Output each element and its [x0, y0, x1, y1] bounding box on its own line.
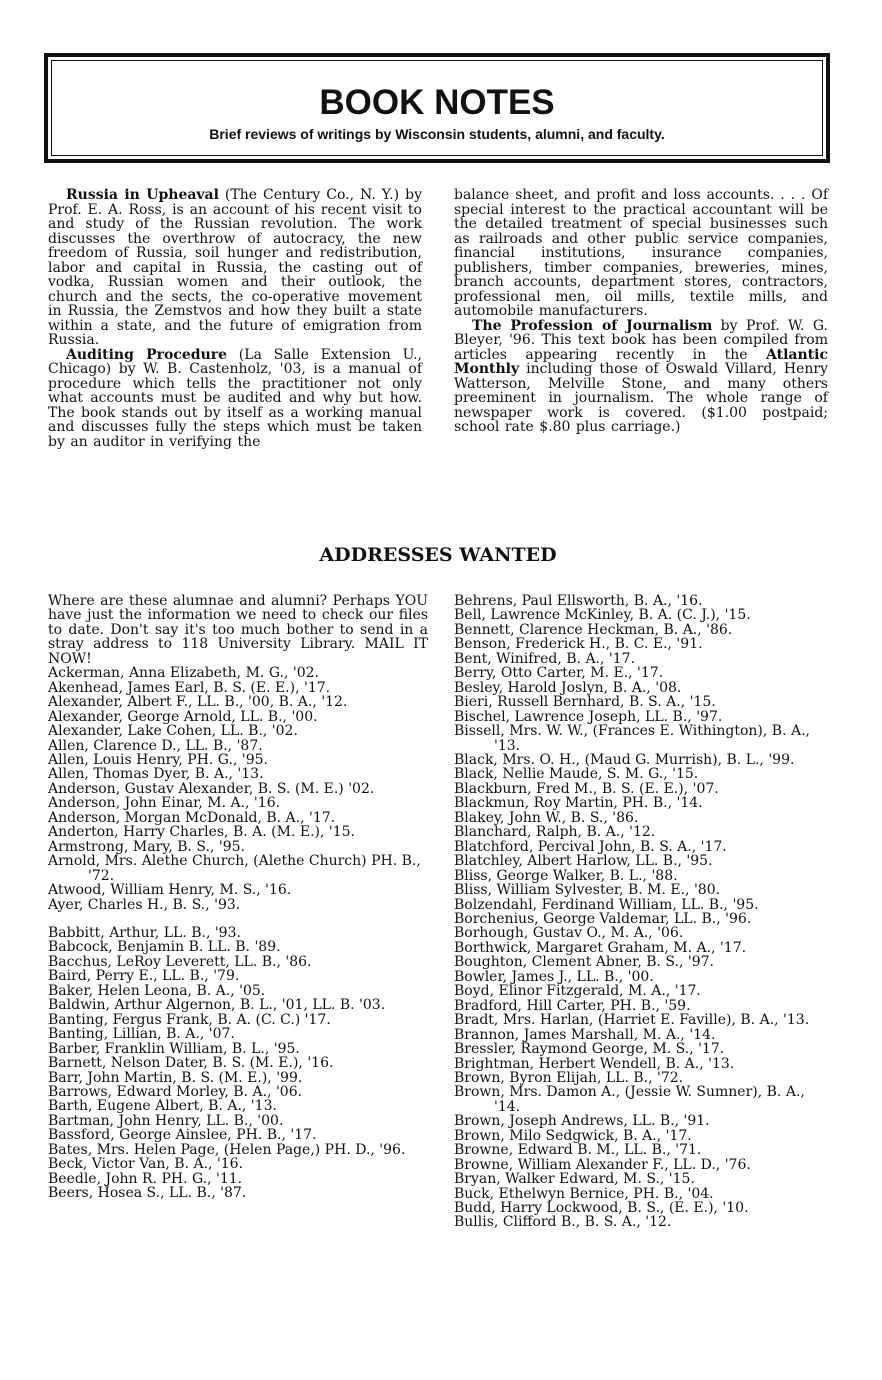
list-item: Alexander, Lake Cohen, LL. B., '02.	[48, 723, 298, 740]
list-item: Atwood, William Henry, M. S., '16.	[48, 882, 292, 899]
list-item: Bradford, Hill Carter, PH. B., '59.	[454, 997, 691, 1014]
list-item: Blackburn, Fred M., B. S. (E. E.), '07.	[454, 780, 719, 797]
list-item: Blackmun, Roy Martin, PH. B., '14.	[454, 795, 703, 812]
list-item: Beers, Hosea S., LL. B., '87.	[48, 1185, 247, 1202]
list-item: Blatchley, Albert Harlow, LL. B., '95.	[454, 853, 713, 870]
list-item: Babbitt, Arthur, LL. B., '93.	[48, 924, 241, 941]
list-item: Bullis, Clifford B., B. S. A., '12.	[454, 1214, 672, 1231]
list-item: Banting, Fergus Frank, B. A. (C. C.) '17.	[48, 1011, 331, 1028]
list-item: Bressler, Raymond George, M. S., '17.	[454, 1041, 725, 1058]
addresses-title: ADDRESSES WANTED	[319, 544, 557, 566]
list-item: Bolzendahl, Ferdinand William, LL. B., '95.	[454, 896, 759, 913]
list-item: Behrens, Paul Ellsworth, B. A., '16.	[454, 593, 703, 609]
list-item: Black, Nellie Maude, S. M. G., '15.	[454, 766, 699, 783]
list-item: Brannon, James Marshall, M. A., '14.	[454, 1026, 716, 1043]
list-item: Bates, Mrs. Helen Page, (Helen Page,) PH. D., '96.	[48, 1141, 406, 1158]
list-item: Benson, Frederick H., B. C. E., '91.	[454, 636, 703, 653]
list-item: Akenhead, James Earl, B. S. (E. E.), '17.	[48, 679, 331, 696]
list-item: Anderson, Morgan McDonald, B. A., '17.	[48, 809, 336, 826]
list-item: Alexander, George Arnold, LL. B., '00.	[48, 708, 318, 725]
book-note-journalism: The Profession of Journalism by Prof. W. G. Bleyer, '96. This text book has been compiled from articles appearing recently in the Atlantic Monthly including those of Oswald Villard, Henry Watterson, Melville Stone, and many others preeminent in journalism. The whole range of newspaper work is covered. ($1.00 postpaid; school rate $.80 plus carriage.)	[454, 317, 829, 435]
list-item: Budd, Harry Lockwood, B. S., (E. E.), '10.	[454, 1200, 749, 1217]
list-item: Borthwick, Margaret Graham, M. A., '17.	[454, 939, 747, 956]
list-item: Blakey, John W., B. S., '86.	[454, 809, 639, 826]
list-item: Arnold, Mrs. Alethe Church, (Alethe Church) PH. B., '72.	[48, 853, 421, 884]
book-notes-left-column	[48, 188, 422, 449]
book-note-auditing-continued: balance sheet, and profit and loss accounts. . . . Of special interest to the practical accountant will be the detailed treatment of special businesses such as railroads and other public service companies, financial institutions, insurance companies, publishers, timber companies, breweries, mines, branch accounts, department stores, contractors, professional men, oil mills, textile mills, and automobile manufacturers.	[454, 187, 828, 319]
address-entries-left	[48, 666, 428, 1200]
book-title: Russia in Upheaval	[66, 187, 219, 203]
list-item: Ayer, Charles H., B. S., '93.	[48, 896, 241, 913]
list-item: Allen, Thomas Dyer, B. A., '13.	[48, 766, 264, 783]
list-item: Bell, Lawrence McKinley, B. A. (C. J.), '15.	[454, 607, 751, 624]
list-item: Anderson, John Einar, M. A., '16.	[48, 795, 281, 812]
list-item: Anderton, Harry Charles, B. A. (M. E.), '15.	[48, 824, 355, 841]
list-item: Boughton, Clement Abner, B. S., '97.	[454, 954, 714, 971]
list-item: Barnett, Nelson Dater, B. S. (M. E.), '16.	[48, 1055, 334, 1072]
list-item: Barber, Franklin William, B. L., '95.	[48, 1040, 300, 1057]
list-item: Bieri, Russell Bernhard, B. S. A., '15.	[454, 694, 716, 711]
list-item: Alexander, Albert F., LL. B., '00, B. A., '12.	[48, 694, 348, 711]
list-item: Bliss, George Walker, B. L., '88.	[454, 867, 678, 884]
list-item: Baker, Helen Leona, B. A., '05.	[48, 982, 266, 999]
list-item: Bartman, John Henry, LL. B., '00.	[48, 1112, 284, 1129]
list-item: Brown, Byron Elijah, LL. B., '72.	[454, 1069, 684, 1086]
addresses-intro: Where are these alumnae and alumni? Perhaps YOU have just the information we need to check our files to date. Don't say it's too much bother to send in a stray address to 118 University Library. MAIL IT NOW!	[48, 593, 428, 667]
book-notes-right-column	[454, 188, 828, 435]
list-item: Boyd, Elinor Fitzgerald, M. A., '17.	[454, 983, 701, 1000]
list-item: Beedle, John R. PH. G., '11.	[48, 1170, 243, 1187]
list-item: Brown, Mrs. Damon A., (Jessie W. Sumner), B. A., '14.	[454, 1084, 805, 1115]
list-item: Beck, Victor Van, B. A., '16.	[48, 1156, 244, 1173]
list-item: Armstrong, Mary, B. S., '95.	[48, 838, 245, 855]
list-item: Bryan, Walker Edward, M. S., '15.	[454, 1171, 695, 1188]
list-item: Bissell, Mrs. W. W., (Frances E. Withington), B. A., '13.	[454, 723, 810, 754]
list-item: Baird, Perry E., LL. B., '79.	[48, 968, 240, 985]
list-item: Borchenius, George Valdemar, LL. B., '96.	[454, 910, 752, 927]
addresses-right-column	[454, 594, 834, 1230]
list-item: Bowler, James J., LL. B., '00.	[454, 968, 654, 985]
list-item: Allen, Clarence D., LL. B., '87.	[48, 737, 263, 754]
list-item: Borhough, Gustav O., M. A., '06.	[454, 925, 684, 942]
list-item: Barr, John Martin, B. S. (M. E.), '99.	[48, 1069, 303, 1086]
list-item: Berry, Otto Carter, M. E., '17.	[454, 665, 664, 682]
list-item: Bradt, Mrs. Harlan, (Harriet E. Faville), B. A., '13.	[454, 1012, 810, 1029]
page-subtitle: Brief reviews of writings by Wisconsin students, alumni, and faculty.	[209, 126, 665, 142]
book-title: Auditing Procedure	[66, 346, 228, 363]
list-item: Bassford, George Ainslee, PH. B., '17.	[48, 1127, 317, 1144]
address-entries-right	[454, 594, 834, 1230]
book-note-russia: Russia in Upheaval (The Century Co., N. Y.) by Prof. E. A. Ross, is an account of his recent visit to and study of the Russian revolution. The work discusses the overthrow of autocracy, the new freedom of Russia, soil hunger and redistribution, labor and capital in Russia, the casting out of vodka, Russian women and their outlook, the church and the sects, the co-operative movement in Russia, the Zemstvos and how they built a state within a state, and the future of emigration from Russia.	[48, 187, 422, 348]
list-item: Brown, Milo Sedgwick, B. A., '17.	[454, 1127, 692, 1144]
list-item: Blanchard, Ralph, B. A., '12.	[454, 824, 656, 841]
list-item: Browne, William Alexander F., LL. D., '76.	[454, 1156, 751, 1173]
list-item: Bliss, William Sylvester, B. M. E., '80.	[454, 882, 721, 899]
page-title: BOOK NOTES	[319, 83, 555, 122]
list-item: Bent, Winifred, B. A., '17.	[454, 650, 636, 667]
list-item: Bacchus, LeRoy Leverett, LL. B., '86.	[48, 953, 312, 970]
list-item: Bennett, Clarence Heckman, B. A., '86.	[454, 621, 733, 638]
list-item: Brown, Joseph Andrews, LL. B., '91.	[454, 1113, 710, 1130]
list-item: Besley, Harold Joslyn, B. A., '08.	[454, 679, 682, 696]
list-item: Allen, Louis Henry, PH. G., '95.	[48, 751, 268, 768]
magazine-title: Atlantic Monthly	[454, 346, 828, 377]
book-title: The Profession of Journalism	[472, 317, 713, 334]
list-item: Baldwin, Arthur Algernon, B. L., '01, LL. B. '03.	[48, 997, 386, 1014]
list-item: Browne, Edward B. M., LL. B., '71.	[454, 1142, 702, 1159]
list-item: Black, Mrs. O. H., (Maud G. Murrish), B. L., '99.	[454, 751, 795, 768]
list-item: Babcock, Benjamin B. LL. B. '89.	[48, 939, 281, 956]
header-box	[44, 53, 830, 163]
list-item: Bischel, Lawrence Joseph, LL. B., '97.	[454, 708, 723, 725]
list-item: Barth, Eugene Albert, B. A., '13.	[48, 1098, 277, 1115]
list-item: Banting, Lillian, B. A., '07.	[48, 1026, 235, 1043]
list-item: Ackerman, Anna Elizabeth, M. G., '02.	[48, 665, 319, 682]
list-item: Barrows, Edward Morley, B. A., '06.	[48, 1083, 303, 1100]
list-item: Blatchford, Percival John, B. S. A., '17.	[454, 838, 727, 855]
addresses-left-column	[48, 594, 428, 1201]
list-item: Anderson, Gustav Alexander, B. S. (M. E.) '02.	[48, 780, 375, 797]
list-item: Buck, Ethelwyn Bernice, PH. B., '04.	[454, 1185, 714, 1202]
book-note-auditing: Auditing Procedure (La Salle Extension U., Chicago) by W. B. Castenholz, '03, is a manual of procedure which tells the practitioner not only what accounts must be audited and why but how. The book stands out by itself as a working manual and discusses fully the steps which must be taken by an auditor in verifying the	[48, 346, 422, 450]
list-item: Brightman, Herbert Wendell, B. A., '13.	[454, 1055, 735, 1072]
